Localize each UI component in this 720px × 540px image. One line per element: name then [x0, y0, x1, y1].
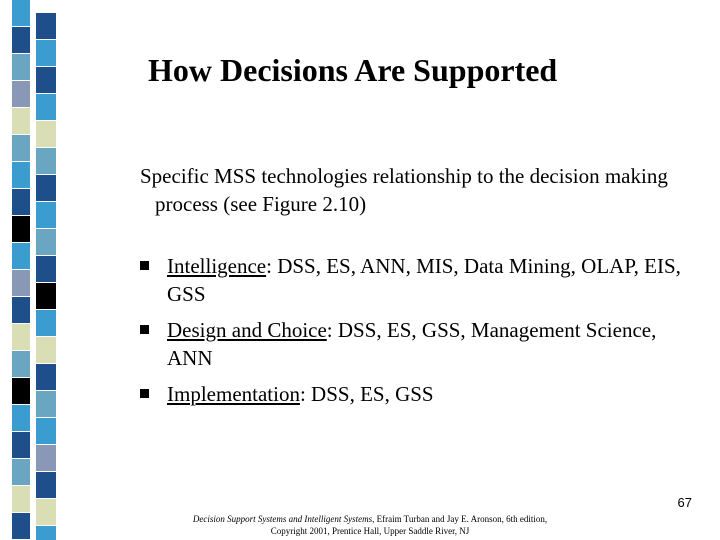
stripe-block [36, 499, 56, 525]
stripe-block [12, 432, 30, 458]
stripe-block [36, 202, 56, 228]
stripe-block [12, 297, 30, 323]
stripe-block [12, 243, 30, 269]
stripe-block [12, 405, 30, 431]
stripe-block [36, 364, 56, 390]
stripe-block [12, 351, 30, 377]
stripe-block [36, 256, 56, 282]
stripe-block [36, 94, 56, 120]
square-bullet-icon [140, 325, 149, 334]
bullet-text: : DSS, ES, ANN, MIS, Data Mining, OLAP, EIS, GSS [167, 254, 681, 306]
page-number: 67 [677, 495, 692, 510]
stripe-block [36, 418, 56, 444]
square-bullet-icon [140, 389, 149, 398]
footer-authors: , Efraim Turban and Jay E. Aronson, 6th edition, [372, 514, 548, 524]
stripe-block [12, 513, 30, 539]
bullet-list [140, 252, 700, 416]
stripe-block [12, 324, 30, 350]
stripe-block [36, 121, 56, 147]
stripe-block [12, 0, 30, 26]
bullet-intelligence [140, 252, 700, 308]
stripe-block [12, 108, 30, 134]
bullet-design-and-choice [140, 316, 700, 372]
square-bullet-icon [140, 261, 149, 270]
bullet-implementation [140, 380, 700, 408]
stripe-block [12, 378, 30, 404]
stripe-block [12, 216, 30, 242]
bullet-text: : DSS, ES, GSS, Management Science, ANN [167, 318, 657, 370]
stripe-block [36, 445, 56, 471]
stripe-block [36, 148, 56, 174]
bullet-term: Implementation [167, 382, 300, 406]
bullet-term: Design and Choice [167, 318, 327, 342]
stripe-block [12, 459, 30, 485]
stripe-block [12, 54, 30, 80]
stripe-block [36, 337, 56, 363]
stripe-block [36, 175, 56, 201]
bullet-term: Intelligence [167, 254, 267, 278]
stripe-block [36, 391, 56, 417]
stripe-block [12, 270, 30, 296]
slide-title: How Decisions Are Supported [148, 52, 558, 88]
stripe-block [36, 310, 56, 336]
stripe-block [36, 13, 56, 39]
stripe-block [12, 81, 30, 107]
stripe-block [12, 162, 30, 188]
footer-citation [170, 513, 570, 537]
footer-book-title: Decision Support Systems and Intelligent Systems [192, 514, 373, 524]
stripe-block [36, 67, 56, 93]
footer-copyright: Copyright 2001, Prentice Hall, Upper Saddle River, NJ [270, 526, 470, 536]
stripe-block [36, 472, 56, 498]
stripe-block [12, 189, 30, 215]
stripe-block [12, 486, 30, 512]
stripe-block [36, 526, 56, 540]
stripe-block [36, 40, 56, 66]
stripe-block [36, 229, 56, 255]
stripe-block [12, 27, 30, 53]
bullet-text: : DSS, ES, GSS [299, 382, 434, 406]
decorative-color-stripe [0, 0, 64, 540]
stripe-block [36, 283, 56, 309]
stripe-block [12, 135, 30, 161]
intro-paragraph: Specific MSS technologies relationship to the decision making process (see Figure 2.10) [140, 164, 668, 216]
